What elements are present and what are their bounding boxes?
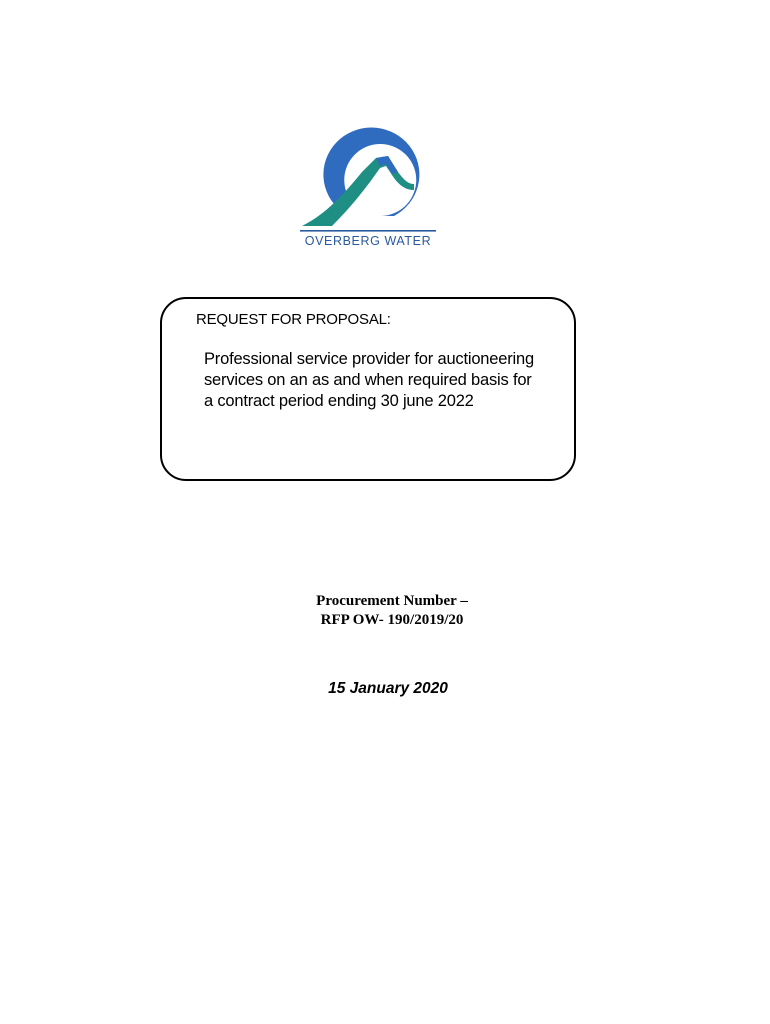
procurement-block — [0, 592, 770, 630]
procurement-label: Procurement Number – — [316, 593, 468, 609]
rfp-description-line: a contract period ending 30 june 2022 — [204, 392, 474, 410]
overberg-water-emblem-icon — [296, 122, 440, 234]
logo-rule — [300, 230, 436, 232]
procurement-number: RFP OW- 190/2019/20 — [320, 612, 464, 628]
rfp-description-line: Professional service provider for auctioneering — [204, 350, 534, 368]
overberg-water-logo — [296, 122, 440, 258]
rfp-heading: REQUEST FOR PROPOSAL: — [196, 311, 391, 328]
issue-date: 15 January 2020 — [328, 680, 448, 697]
rfp-description-line: services on an as and when required basis for — [204, 371, 532, 389]
rfp-title-box — [160, 297, 576, 481]
logo-wordmark: OVERBERG WATER — [304, 234, 432, 248]
issue-date-block — [0, 680, 770, 698]
logo-mountain-shape — [302, 156, 414, 226]
rfp-description — [204, 349, 554, 412]
